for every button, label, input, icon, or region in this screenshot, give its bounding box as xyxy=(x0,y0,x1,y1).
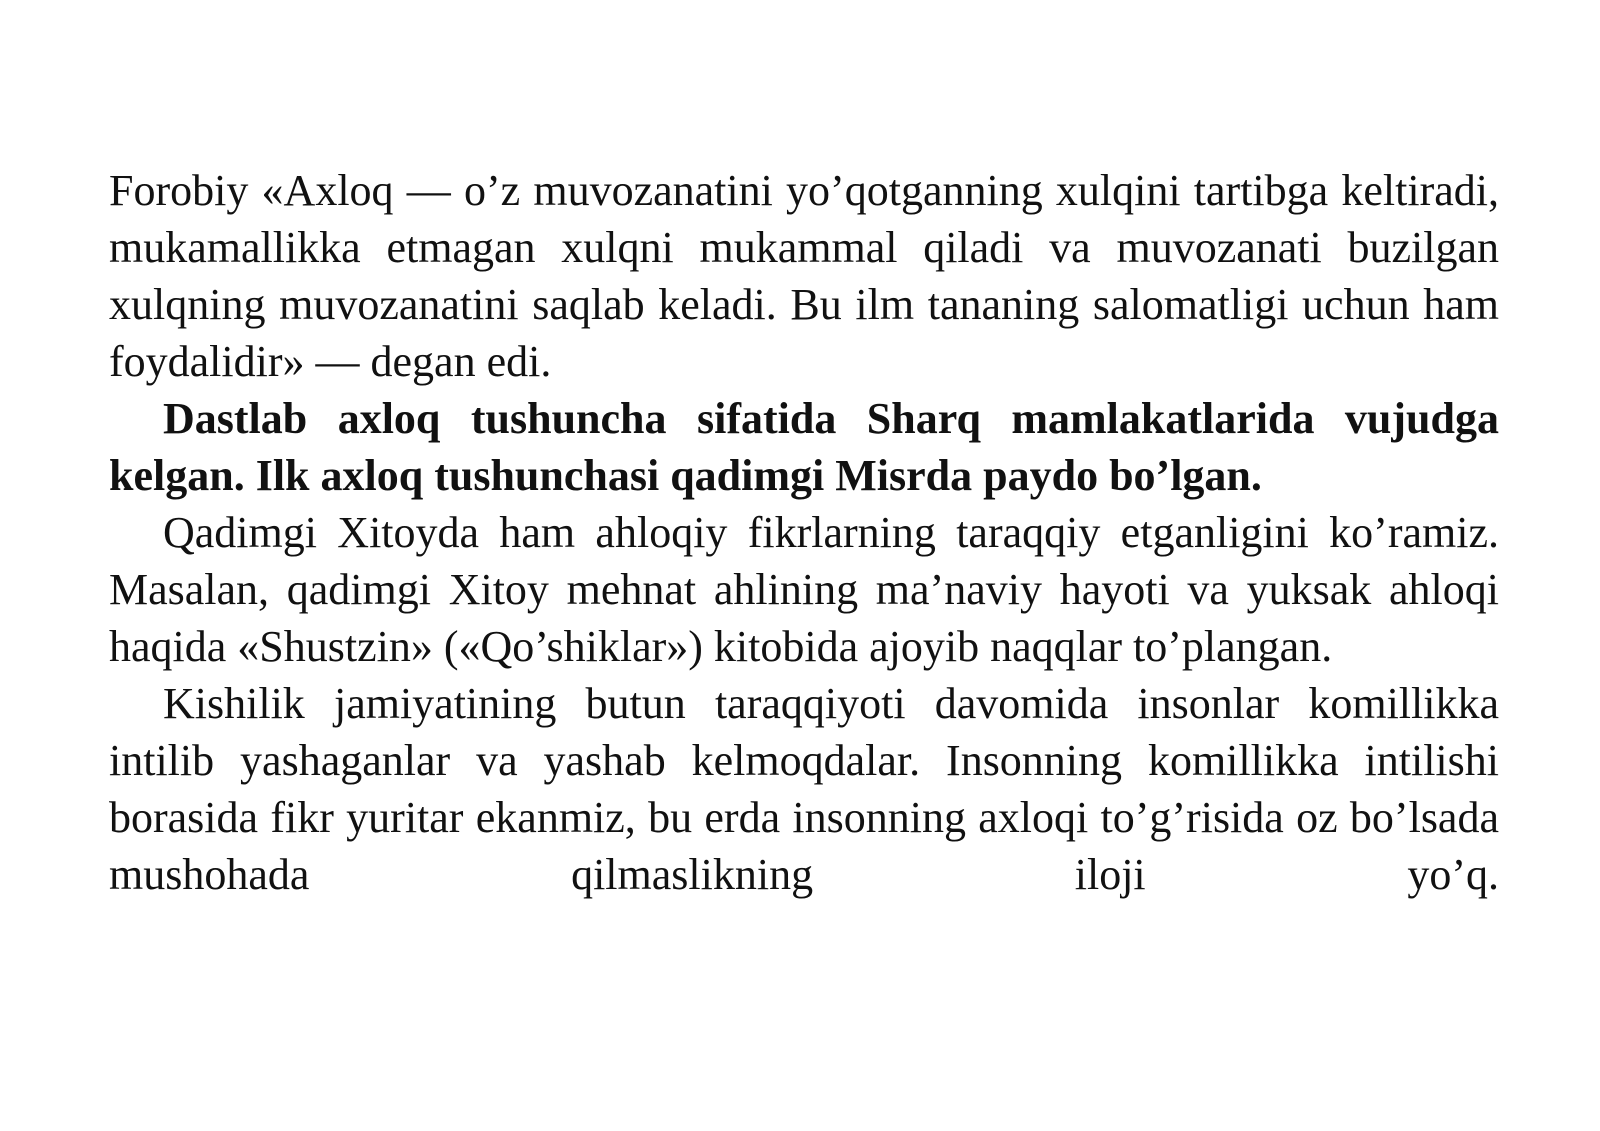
paragraph-forobiy-quote: Forobiy «Axloq — o’z muvozanatini yo’qotganning xulqini tartibga keltiradi, mukamallikka etmagan xulqni mukammal qiladi va muvozanati buzilgan xulqning muvozanatini saqlab keladi. Bu ilm tananing salomatligi uchun ham foydalidir» — degan edi. xyxy=(109,166,1499,386)
paragraph-bold-origin: Dastlab axloq tushuncha sifatida Sharq mamlakatlarida vujudga kelgan. Ilk axloq tushunchasi qadimgi Misrda paydo bo’lgan. xyxy=(109,394,1499,500)
paragraph-human-perfection: Kishilik jamiyatining butun taraqqiyoti davomida insonlar komillikka intilib yashaganlar va yashab kelmoqdalar. Insonning komillikka intilishi borasida fikr yuritar ekanmiz, bu erda insonning axloqi to’g’risida oz bo’lsada mushohada qilmaslikning iloji yo’q. xyxy=(109,679,1499,899)
document-page xyxy=(109,162,1499,903)
paragraph-ancient-china: Qadimgi Xitoyda ham ahloqiy fikrlarning taraqqiy etganligini ko’ramiz. Masalan, qadimgi Xitoy mehnat ahlining ma’naviy hayoti va yuksak ahloqi haqida «Shustzin» («Qo’shiklar») kitobida ajoyib naqqlar to’plangan. xyxy=(109,508,1499,671)
